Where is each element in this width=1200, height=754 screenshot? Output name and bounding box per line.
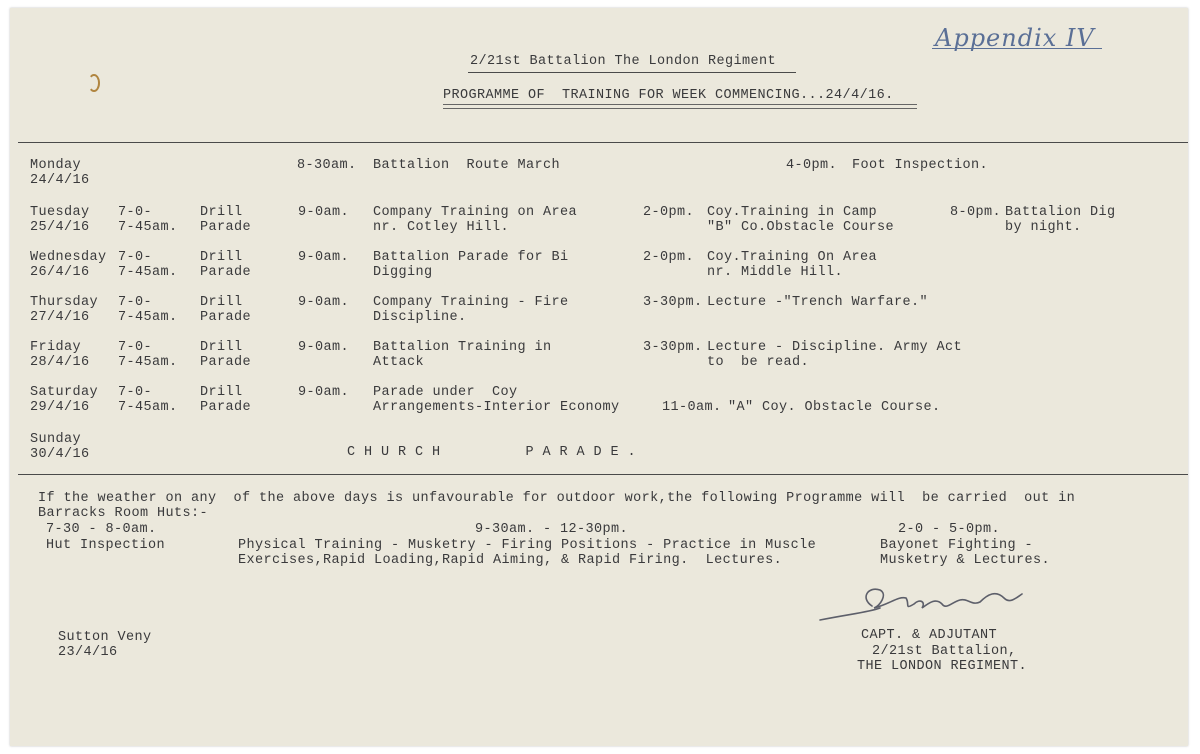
signatory-rank: CAPT. & ADJUTANT <box>861 628 998 643</box>
early-time: 7-0- <box>118 385 153 400</box>
time-slot: 2-0pm. <box>643 205 695 220</box>
day-name: Tuesday <box>30 205 90 220</box>
time-slot: 8-30am. <box>297 158 357 173</box>
battalion-title: 2/21st Battalion The London Regiment <box>470 54 777 69</box>
early-time: 7-0- <box>118 250 153 265</box>
weather-activity: Bayonet Fighting - <box>880 538 1034 553</box>
programme-title: PROGRAMME OF TRAINING FOR WEEK COMMENCING...24/4/16. <box>443 88 894 103</box>
time-slot: 9-0am. <box>298 205 350 220</box>
day-date: 29/4/16 <box>30 400 90 415</box>
day-date: 25/4/16 <box>30 220 90 235</box>
weather-time: 9-30am. - 12-30pm. <box>475 522 629 537</box>
early-time: 7-0- <box>118 340 153 355</box>
activity: Coy.Training in Camp <box>707 205 878 220</box>
top-divider <box>18 142 1188 143</box>
title-underline <box>468 72 796 73</box>
time-slot: 9-0am. <box>298 250 350 265</box>
time-slot: 4-0pm. <box>786 158 838 173</box>
middle-divider <box>18 474 1188 475</box>
early-time: 7-0- <box>118 205 153 220</box>
church-parade: C H U R C H P A R A D E . <box>347 445 637 460</box>
early-activity: Drill <box>200 205 243 220</box>
weather-activity: Exercises,Rapid Loading,Rapid Aiming, & Rapid Firing. Lectures. <box>238 553 783 568</box>
activity: Lecture -"Trench Warfare." <box>707 295 929 310</box>
activity: to be read. <box>707 355 810 370</box>
activity: Battalion Route March <box>373 158 561 173</box>
activity: Lecture - Discipline. Army Act <box>707 340 963 355</box>
day-date: 24/4/16 <box>30 173 90 188</box>
place: Sutton Veny <box>58 630 152 645</box>
activity: Battalion Parade for Bi <box>373 250 569 265</box>
early-activity: Drill <box>200 340 243 355</box>
early-activity: Parade <box>200 265 252 280</box>
early-time: 7-0- <box>118 295 153 310</box>
weather-intro: Barracks Room Huts:- <box>38 506 209 521</box>
time-slot: 11-0am. <box>662 400 722 415</box>
activity: Battalion Dig <box>1005 205 1116 220</box>
activity: nr. Middle Hill. <box>707 265 844 280</box>
weather-intro: If the weather on any of the above days is unfavourable for outdoor work,the following Programme will be carried out in <box>38 491 1076 506</box>
activity: "B" Co.Obstacle Course <box>707 220 895 235</box>
day-name: Wednesday <box>30 250 107 265</box>
day-name: Sunday <box>30 432 82 447</box>
activity: Company Training - Fire <box>373 295 569 310</box>
weather-activity: Physical Training - Musketry - Firing Positions - Practice in Muscle <box>238 538 817 553</box>
day-name: Friday <box>30 340 82 355</box>
day-name: Monday <box>30 158 82 173</box>
time-slot: 9-0am. <box>298 340 350 355</box>
early-time: 7-45am. <box>118 400 178 415</box>
activity: Attack <box>373 355 425 370</box>
early-activity: Drill <box>200 295 243 310</box>
early-activity: Parade <box>200 355 252 370</box>
activity: by night. <box>1005 220 1082 235</box>
time-slot: 2-0pm. <box>643 250 695 265</box>
time-slot: 8-0pm. <box>950 205 1002 220</box>
signature <box>810 568 1040 628</box>
time-slot: 3-30pm. <box>643 295 703 310</box>
early-time: 7-45am. <box>118 265 178 280</box>
day-date: 26/4/16 <box>30 265 90 280</box>
early-time: 7-45am. <box>118 355 178 370</box>
weather-activity: Musketry & Lectures. <box>880 553 1051 568</box>
activity: "A" Coy. Obstacle Course. <box>728 400 941 415</box>
early-time: 7-45am. <box>118 220 178 235</box>
early-activity: Drill <box>200 385 243 400</box>
time-slot: 9-0am. <box>298 385 350 400</box>
activity: Coy.Training On Area <box>707 250 878 265</box>
activity: Digging <box>373 265 433 280</box>
early-time: 7-45am. <box>118 310 178 325</box>
signatory-regiment: THE LONDON REGIMENT. <box>857 659 1028 674</box>
activity: Foot Inspection. <box>852 158 989 173</box>
early-activity: Parade <box>200 310 252 325</box>
time-slot: 3-30pm. <box>643 340 703 355</box>
day-name: Saturday <box>30 385 99 400</box>
early-activity: Drill <box>200 250 243 265</box>
appendix-annotation: Appendix IV <box>935 24 1095 52</box>
activity: Discipline. <box>373 310 467 325</box>
time-slot: 9-0am. <box>298 295 350 310</box>
document-sheet <box>10 8 1188 746</box>
footer-date: 23/4/16 <box>58 645 118 660</box>
early-activity: Parade <box>200 220 252 235</box>
activity: Arrangements-Interior Economy <box>373 400 620 415</box>
stain-mark <box>88 74 100 92</box>
activity: Company Training on Area <box>373 205 578 220</box>
appendix-underline <box>932 48 1102 49</box>
activity: nr. Cotley Hill. <box>373 220 510 235</box>
day-date: 30/4/16 <box>30 447 90 462</box>
weather-activity: Hut Inspection <box>46 538 166 553</box>
weather-time: 7-30 - 8-0am. <box>46 522 157 537</box>
signatory-unit: 2/21st Battalion, <box>872 644 1017 659</box>
day-date: 27/4/16 <box>30 310 90 325</box>
activity: Parade under Coy <box>373 385 518 400</box>
day-date: 28/4/16 <box>30 355 90 370</box>
programme-double-underline <box>443 104 917 109</box>
day-name: Thursday <box>30 295 99 310</box>
early-activity: Parade <box>200 400 252 415</box>
activity: Battalion Training in <box>373 340 552 355</box>
weather-time: 2-0 - 5-0pm. <box>898 522 1001 537</box>
